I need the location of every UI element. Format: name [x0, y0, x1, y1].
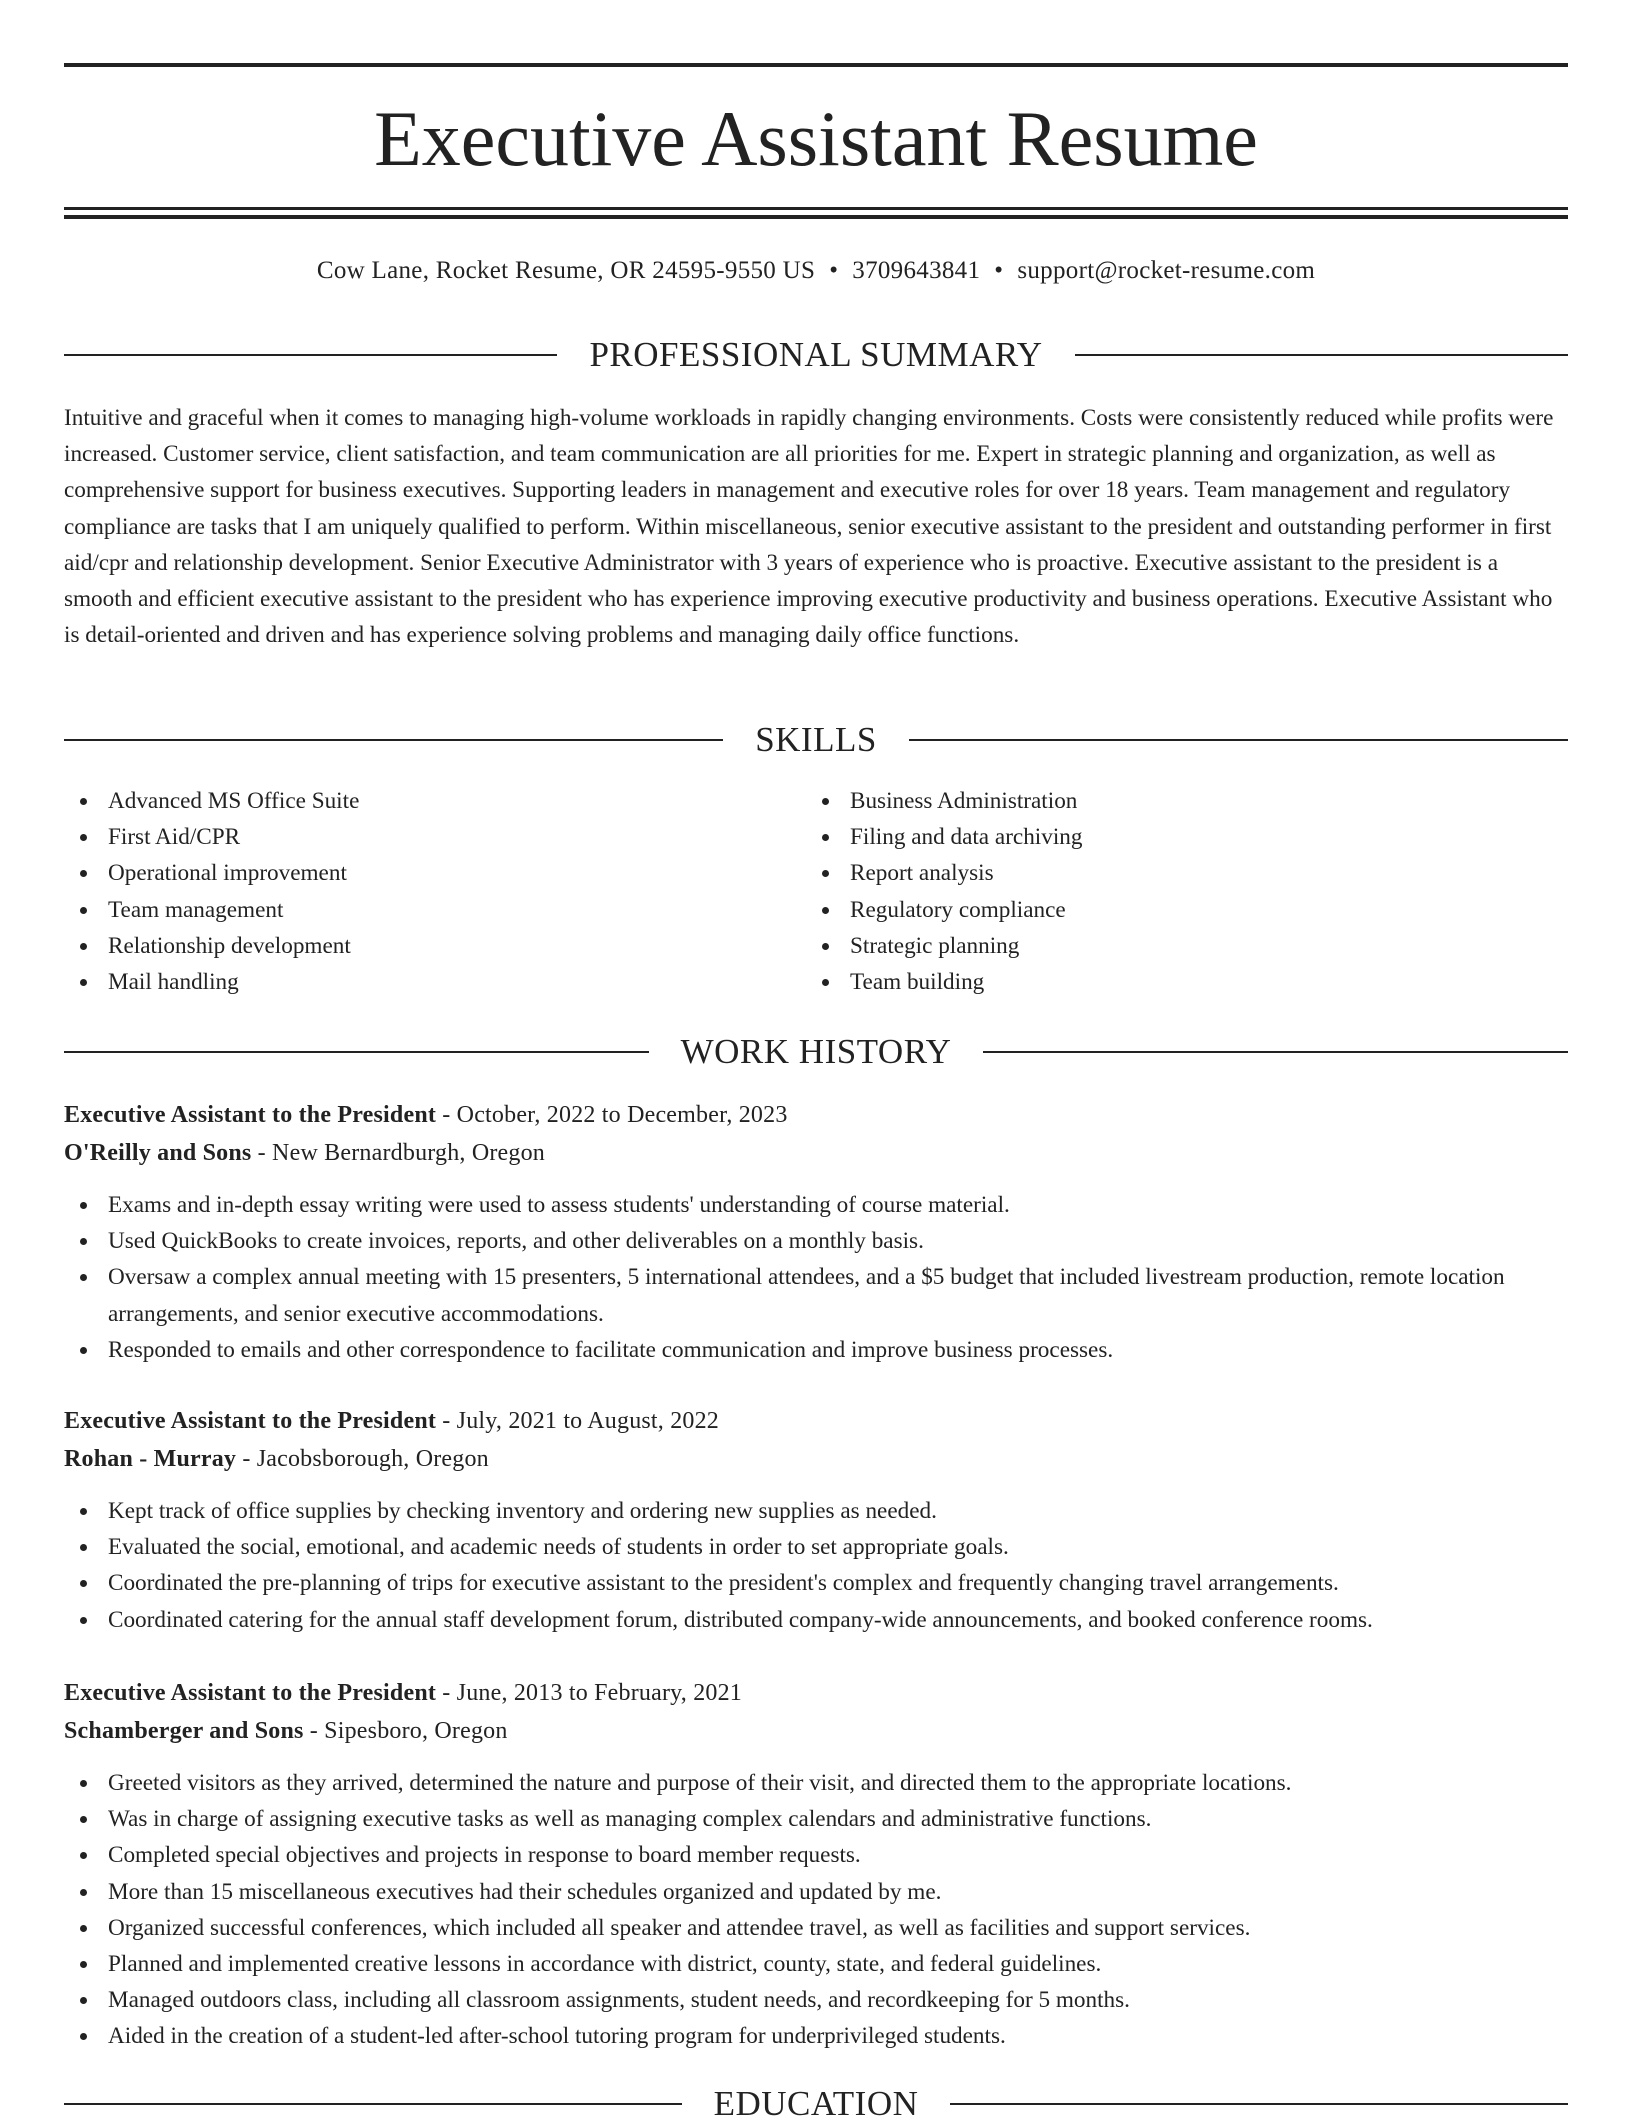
heading-rule — [64, 1051, 649, 1053]
section-title: SKILLS — [755, 720, 877, 759]
job-bullet: Coordinated the pre-planning of trips for executive assistant to the president's complex and frequently changing travel arrangements. — [64, 1565, 1568, 1601]
job-dates: - June, 2013 to February, 2021 — [436, 1680, 743, 1706]
resume-title: Executive Assistant Resume — [374, 95, 1258, 182]
job-company: O'Reilly and Sons — [64, 1140, 252, 1166]
heading-rule — [1075, 354, 1568, 356]
skill-item: Strategic planning — [806, 928, 1548, 964]
job-company-line — [64, 1440, 1568, 1478]
skill-item: Business Administration — [806, 783, 1548, 819]
heading-rule — [983, 1051, 1568, 1053]
job-bullets — [64, 1765, 1568, 2055]
job-entry — [64, 1096, 1568, 1368]
job-bullets — [64, 1187, 1568, 1368]
job-company-line — [64, 1712, 1568, 1750]
job-bullet: Organized successful conferences, which included all speaker and attendee travel, as well as facilities and support services. — [64, 1910, 1568, 1946]
job-bullet: Exams and in-depth essay writing were used to assess students' understanding of course material. — [64, 1187, 1568, 1223]
job-bullet: Responded to emails and other correspondence to facilitate communication and improve business processes. — [64, 1332, 1568, 1368]
job-bullet: Coordinated catering for the annual staff development forum, distributed company-wide announcements, and booked conference rooms. — [64, 1602, 1568, 1638]
job-bullet: Completed special objectives and projects in response to board member requests. — [64, 1837, 1568, 1873]
skills-list — [64, 783, 1568, 1000]
skill-item: Filing and data archiving — [806, 819, 1548, 855]
section-title: EDUCATION — [713, 2084, 919, 2123]
skills-column-left — [64, 783, 806, 1000]
job-company: Schamberger and Sons — [64, 1718, 304, 1744]
section-title: PROFESSIONAL SUMMARY — [589, 335, 1043, 374]
section-title: WORK HISTORY — [680, 1032, 952, 1071]
job-title-line — [64, 1402, 1568, 1440]
section-heading-summary — [64, 333, 1568, 377]
job-dates: - October, 2022 to December, 2023 — [436, 1102, 788, 1128]
job-bullet: Aided in the creation of a student-led after-school tutoring program for underprivileged students. — [64, 2018, 1568, 2054]
skill-item: Team building — [806, 964, 1548, 1000]
section-heading-education — [64, 2082, 1568, 2126]
job-bullet: Evaluated the social, emotional, and academic needs of students in order to set appropriate goals. — [64, 1529, 1568, 1565]
job-entry — [64, 1674, 1568, 2055]
skill-item: Report analysis — [806, 855, 1548, 891]
top-rule — [64, 63, 1568, 67]
heading-rule — [64, 2103, 682, 2105]
job-title-line — [64, 1096, 1568, 1134]
job-bullet: Kept track of office supplies by checking inventory and ordering new supplies as needed. — [64, 1493, 1568, 1529]
job-title-line — [64, 1674, 1568, 1712]
job-bullet: Greeted visitors as they arrived, determined the nature and purpose of their visit, and directed them to the appropriate locations. — [64, 1765, 1568, 1801]
job-location: - Sipesboro, Oregon — [303, 1718, 508, 1744]
job-bullet: Planned and implemented creative lessons in accordance with district, county, state, and federal guidelines. — [64, 1946, 1568, 1982]
skill-item: First Aid/CPR — [64, 819, 806, 855]
skills-column-right — [806, 783, 1548, 1000]
section-heading-work — [64, 1030, 1568, 1074]
contact-separator: • — [829, 257, 839, 284]
job-title: Executive Assistant to the President — [64, 1102, 437, 1128]
contact-phone: 3709643841 — [852, 257, 981, 284]
job-company-line — [64, 1134, 1568, 1172]
job-bullet: More than 15 miscellaneous executives had their schedules organized and updated by me. — [64, 1874, 1568, 1910]
job-title: Executive Assistant to the President — [64, 1680, 437, 1706]
contact-email: support@rocket-resume.com — [1017, 257, 1316, 284]
contact-separator: • — [994, 257, 1004, 284]
skill-item: Operational improvement — [64, 855, 806, 891]
section-heading-skills — [64, 718, 1568, 762]
skill-item: Relationship development — [64, 928, 806, 964]
skill-item: Mail handling — [64, 964, 806, 1000]
title-rule-lower — [64, 215, 1568, 219]
title-rule-upper — [64, 207, 1568, 210]
job-company: Rohan - Murray — [64, 1446, 237, 1472]
skill-item: Advanced MS Office Suite — [64, 783, 806, 819]
job-bullet: Used QuickBooks to create invoices, reports, and other deliverables on a monthly basis. — [64, 1223, 1568, 1259]
job-bullets — [64, 1493, 1568, 1638]
job-dates: - July, 2021 to August, 2022 — [436, 1408, 720, 1434]
job-location: - Jacobsborough, Oregon — [236, 1446, 489, 1472]
heading-rule — [64, 739, 723, 741]
summary-text: Intuitive and graceful when it comes to managing high-volume workloads in rapidly changing environments. Costs were consistently reduced while profits were increased. Customer service, client satisfaction, and team communication are all priorities for me. Expert in strategic planning and organization, as well as comprehensive support for business executives. Supporting leaders in management and executive roles for over 18 years. Team management and regulatory compliance are tasks that I am uniquely qualified to perform. Within miscellaneous, senior executive assistant to the president and outstanding performer in first aid/cpr and relationship development. Senior Executive Administrator with 3 years of experience who is proactive. Executive assistant to the president is a smooth and efficient executive assistant to the president who has experience improving executive productivity and business operations. Executive Assistant who is detail-oriented and driven and has experience solving problems and managing daily office functions. — [64, 405, 1554, 649]
heading-rule — [64, 354, 557, 356]
contact-address: Cow Lane, Rocket Resume, OR 24595-9550 US — [316, 257, 816, 284]
job-bullet: Managed outdoors class, including all classroom assignments, student needs, and recordkeeping for 5 months. — [64, 1982, 1568, 2018]
job-title: Executive Assistant to the President — [64, 1408, 437, 1434]
heading-rule — [950, 2103, 1568, 2105]
job-location: - New Bernardburgh, Oregon — [251, 1140, 546, 1166]
heading-rule — [909, 739, 1568, 741]
skill-item: Team management — [64, 892, 806, 928]
skill-item: Regulatory compliance — [806, 892, 1548, 928]
job-bullet: Was in charge of assigning executive tasks as well as managing complex calendars and administrative functions. — [64, 1801, 1568, 1837]
contact-line — [64, 254, 1568, 288]
job-bullet: Oversaw a complex annual meeting with 15 presenters, 5 international attendees, and a $5 budget that included livestream production, remote location arrangements, and senior executive accommodations. — [64, 1259, 1568, 1331]
job-entry — [64, 1402, 1568, 1638]
